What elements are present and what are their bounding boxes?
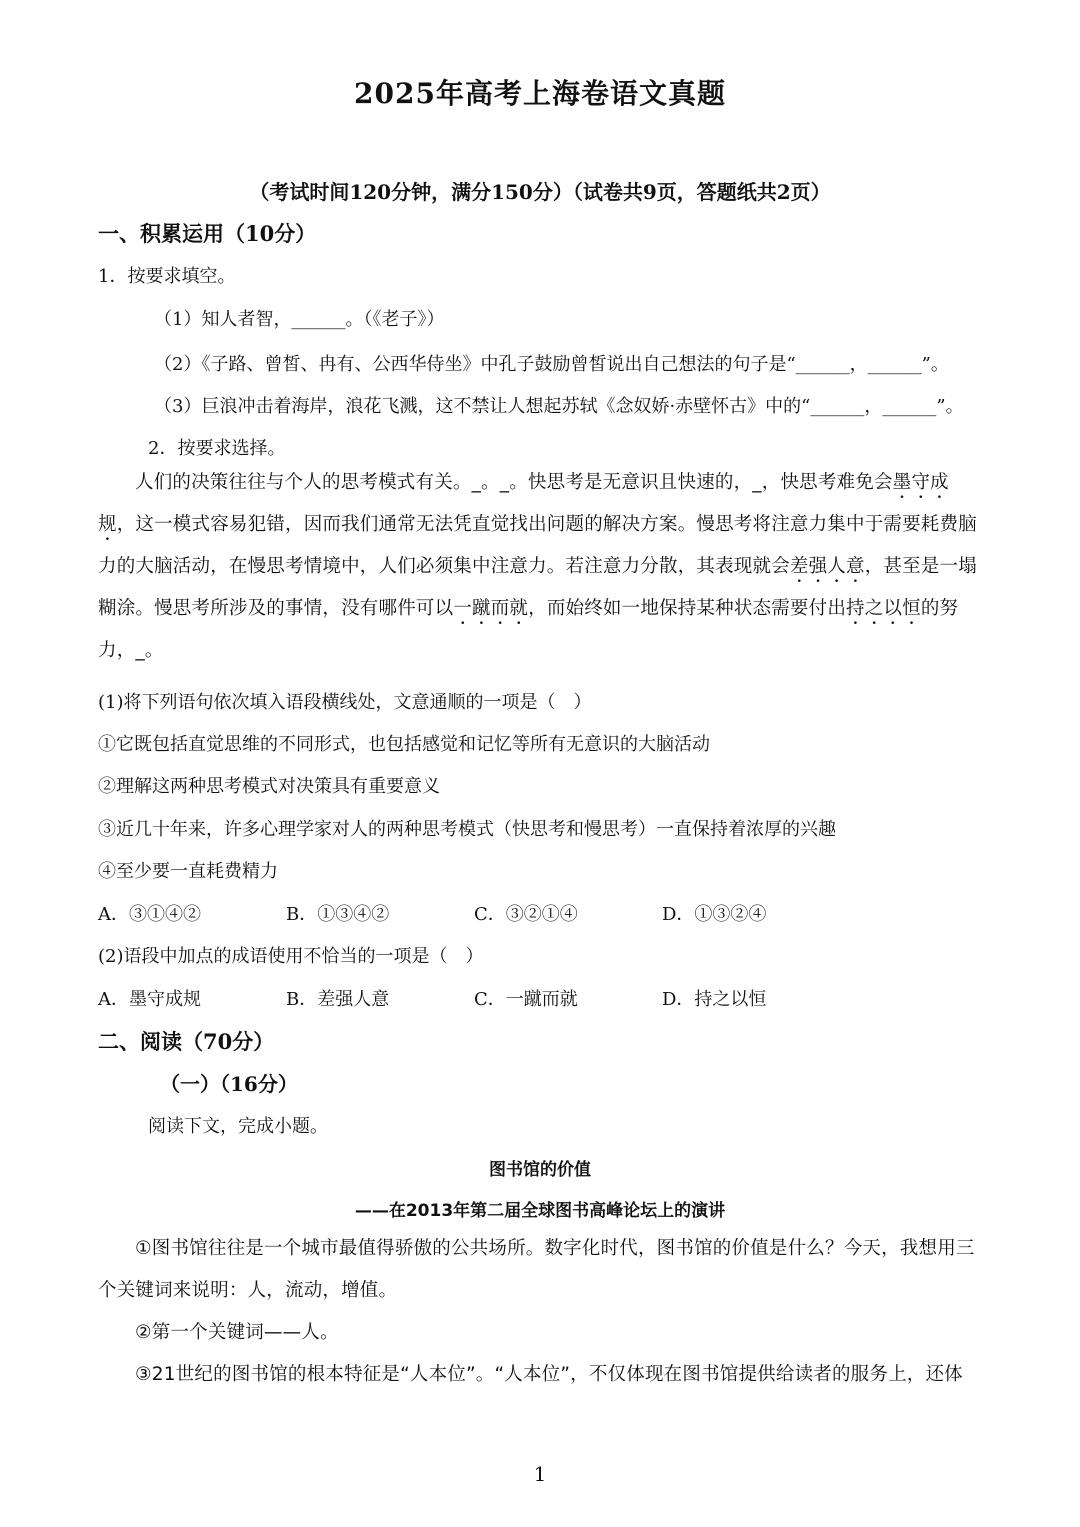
- sub2-option-d[interactable]: D．持之以恒: [662, 989, 767, 1010]
- sub2-stem: (2)语段中加点的成语使用不恰当的一项是（ ）: [98, 946, 484, 967]
- part1-heading: 一、积累运用（10分）: [98, 221, 317, 246]
- sub2-option-b[interactable]: B．差强人意: [286, 989, 390, 1010]
- q1-item-1: （1）知人者智，______。（《老子》）: [154, 309, 445, 330]
- q2-stem: 2．按要求选择。: [148, 438, 286, 459]
- article-para-2: ②第一个关键词——人。: [135, 1322, 339, 1343]
- sentence-3: ③近几十年来，许多心理学家对人的两种思考模式（快思考和慢思考）一直保持着浓厚的兴趣: [98, 819, 836, 840]
- idiom-2: 差强人意: [789, 556, 865, 577]
- passage-seg-3: ，甚至是一塌糊涂。慢思考所涉及的事情，没有哪件可以: [98, 556, 977, 619]
- sentence-1: ①它既包括直觉思维的不同形式，也包括感觉和记忆等所有无意识的大脑活动: [98, 734, 710, 755]
- article-para-1: ①图书馆往往是一个城市最值得骄傲的公共场所。数字化时代，图书馆的价值是什么？今天，我想用三个关键词来说明：人，流动，增值。: [98, 1238, 975, 1301]
- passage-seg-4: ，而始终如一地保持某种状态需要付出: [528, 598, 847, 619]
- q1-stem: 1．按要求填空。: [98, 266, 236, 287]
- part2-heading: 二、阅读（70分）: [98, 1029, 275, 1054]
- sub1-option-b[interactable]: B．①③④②: [286, 904, 390, 925]
- idiom-1: 墨守成规: [98, 472, 949, 535]
- sub1-options: [98, 900, 850, 926]
- article-title: 图书馆的价值: [489, 1160, 591, 1180]
- q1-item-3: （3）巨浪冲击着海岸，浪花飞溅，这不禁让人想起苏轼《念奴娇·赤壁怀古》中的“______，______”。: [154, 396, 964, 417]
- passage-seg-1: 人们的决策往往与个人的思考模式有关。_。_。快思考是无意识且快速的，_，快思考难免会: [135, 472, 893, 493]
- sub2-option-a[interactable]: A．墨守成规: [98, 989, 201, 1010]
- article-body: [98, 1228, 978, 1396]
- page-number: 1: [533, 1462, 547, 1486]
- sub1-stem: (1)将下列语句依次填入语段横线处，文意通顺的一项是（ ）: [98, 692, 592, 713]
- article-para-3: ③21世纪的图书馆的根本特征是“人本位”。“人本位”，不仅体现在图书馆提供给读者的服务上，还体: [135, 1364, 963, 1385]
- sentence-4: ④至少要一直耗费精力: [98, 861, 278, 882]
- sub1-option-a[interactable]: A．③①④②: [98, 904, 201, 925]
- part2-section: （一）（16分）: [160, 1072, 298, 1096]
- passage-seg-5: 的努力，_。: [98, 598, 959, 661]
- exam-info: （考试时间120分钟，满分150分）（试卷共9页，答题纸共2页）: [249, 180, 831, 204]
- q2-passage: [98, 462, 978, 672]
- doc-title: 2025年高考上海卷语文真题: [354, 77, 726, 110]
- q1-item-2: （2）《子路、曾皙、冉有、公西华侍坐》中孔子鼓励曾皙说出自己想法的句子是“______，______”。: [154, 354, 949, 375]
- sub2-options: [98, 985, 850, 1011]
- sentence-2: ②理解这两种思考模式对决策具有重要意义: [98, 776, 440, 797]
- sub1-option-d[interactable]: D．①③②④: [662, 904, 767, 925]
- sub2-option-c[interactable]: C．一蹴而就: [474, 989, 578, 1010]
- sub1-option-c[interactable]: C．③②①④: [474, 904, 578, 925]
- read-instruction: 阅读下文，完成小题。: [148, 1116, 328, 1137]
- idiom-4: 持之以恒: [846, 598, 921, 619]
- article-subtitle: ——在2013年第二届全球图书高峰论坛上的演讲: [354, 1201, 726, 1221]
- idiom-3: 一蹴而就: [453, 598, 529, 619]
- passage-seg-2: ，这一模式容易犯错，因而我们通常无法凭直觉找出问题的解决方案。慢思考将注意力集中于需要耗费脑力的大脑活动，在慢思考情境中，人们必须集中注意力。若注意力分散，其表现就会: [98, 514, 977, 577]
